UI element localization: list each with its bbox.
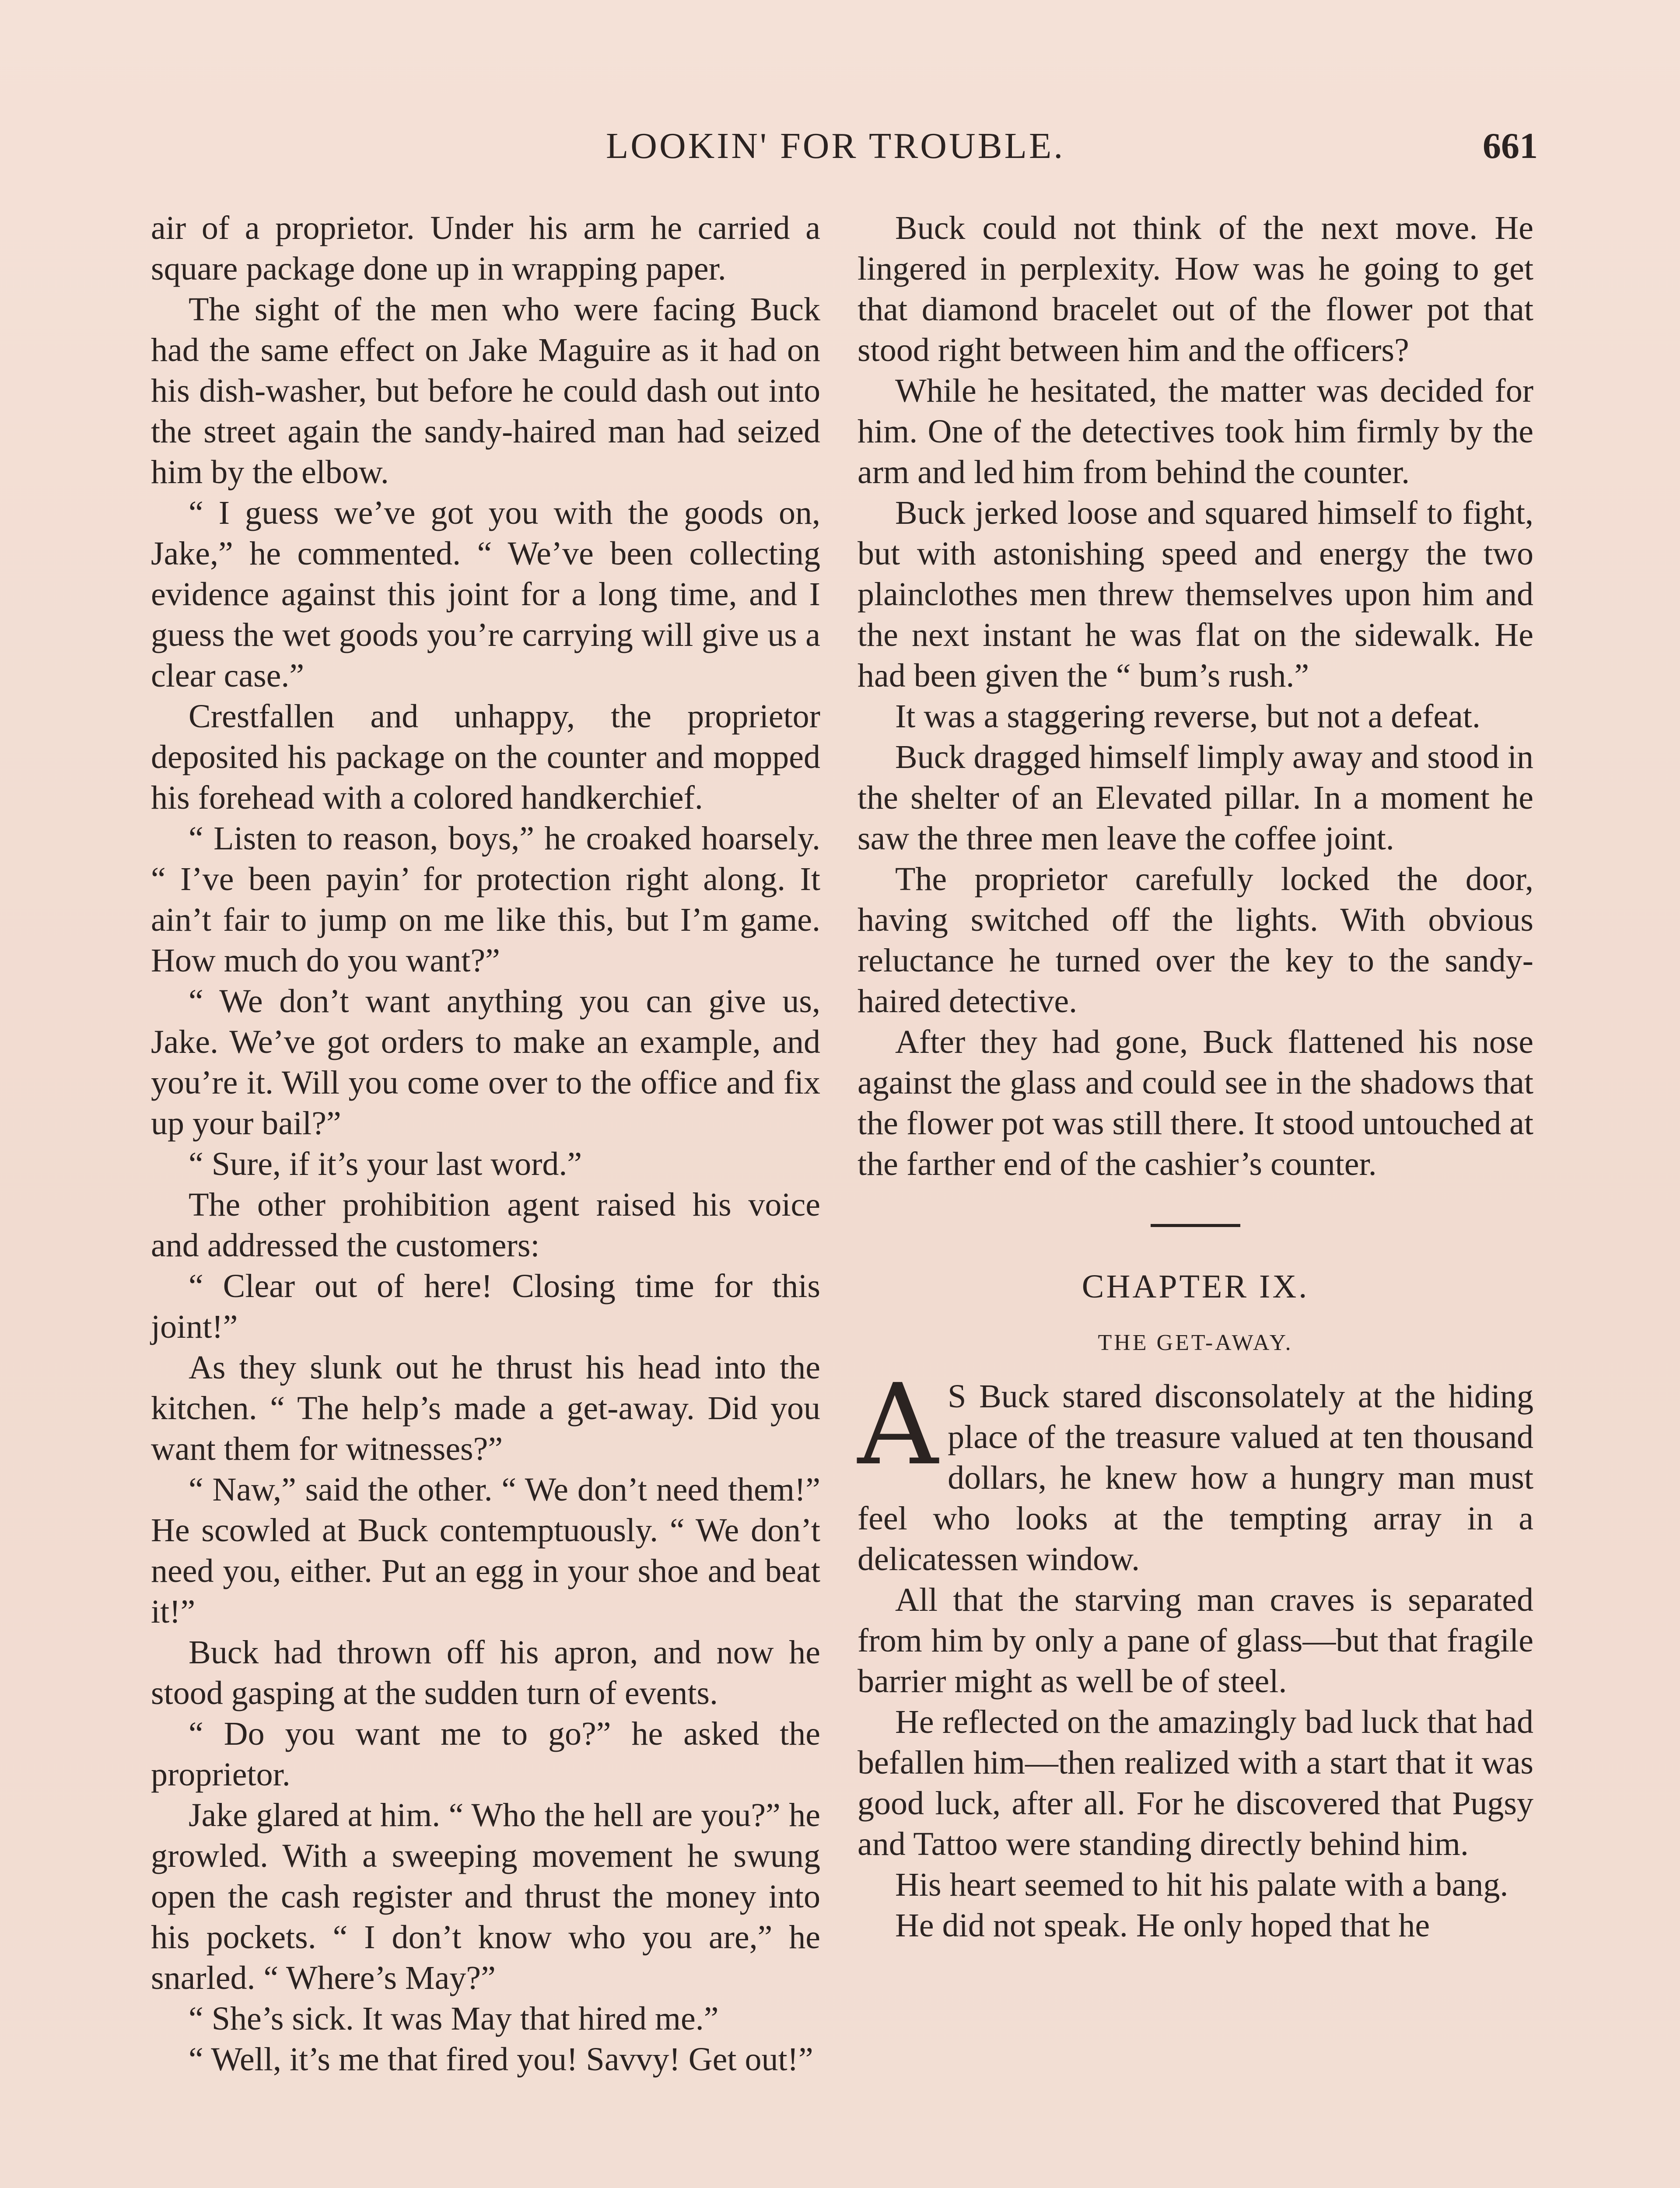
drop-cap: A <box>858 1360 938 1490</box>
paragraph: The sight of the men who were facing Buck had the same effect on Jake Maguire as it had on his dish-washer, but before he could dash out into the street again the sandy-haired man had seized him by the elbow. <box>151 291 820 491</box>
paragraph: He did not speak. He only hoped that he <box>895 1907 1430 1944</box>
section-divider <box>1151 1224 1240 1227</box>
paragraph: “ I guess we’ve got you with the goods on, Jake,” he commented. “ We’ve been collecting evidence against this joint for a long time, and I guess the wet goods you’re carrying will give us a clear case.” <box>151 494 820 694</box>
paragraph: As they slunk out he thrust his head into the kitchen. “ The help’s made a get-away. Did you want them for witnesses?” <box>151 1349 820 1467</box>
paragraph: “ Well, it’s me that fired you! Savvy! Get out!” <box>189 2041 813 2078</box>
right-column <box>858 208 1533 1946</box>
paragraph: Crestfallen and unhappy, the proprietor deposited his package on the counter and mopped his forehead with a colored handkerchief. <box>151 698 820 816</box>
chapter-opening-paragraph <box>858 1360 1533 1580</box>
opening-text: S Buck stared disconsolately at the hiding place of the treasure valued at ten thousand dollars, he knew how a hungry man must feel who looks at the tempting array in a delicatessen window. <box>858 1378 1533 1578</box>
paragraph: He reflected on the amazingly bad luck that had befallen him—then realized with a start that it was good luck, after all. For he discovered that Pugsy and Tattoo were standing directly behind him. <box>858 1704 1533 1862</box>
paragraph: “ Clear out of here! Closing time for this joint!” <box>151 1268 820 1345</box>
paragraph: “ Naw,” said the other. “ We don’t need them!” He scowled at Buck contemptuously. “ We don’t need you, either. Put an egg in your shoe and beat it!” <box>151 1471 820 1630</box>
paragraph: The other prohibition agent raised his voice and addressed the customers: <box>151 1186 820 1264</box>
chapter-title: CHAPTER IX. <box>1082 1268 1309 1305</box>
paragraph: It was a staggering reverse, but not a defeat. <box>895 698 1480 735</box>
paragraph: His heart seemed to hit his palate with a bang. <box>895 1866 1508 1903</box>
paragraph: All that the starving man craves is separated from him by only a pane of glass—but that fragile barrier might as well be of steel. <box>858 1581 1533 1700</box>
paragraph: Buck jerked loose and squared himself to fight, but with astonishing speed and energy the two plainclothes men threw themselves upon him and the next instant he was flat on the sidewalk. He had been given the “ bum’s rush.” <box>858 494 1533 694</box>
chapter-subtitle: THE GET-AWAY. <box>1098 1330 1293 1355</box>
paragraph: “ She’s sick. It was May that hired me.” <box>189 2000 719 2037</box>
paragraph: Jake glared at him. “ Who the hell are you?” he growled. With a sweeping movement he swung open the cash register and thrust the money into his pockets. “ I don’t know who you are,” he snarled. “ Where’s May?” <box>151 1797 820 1996</box>
left-column <box>151 208 820 2080</box>
paragraph: Buck could not think of the next move. He lingered in perplexity. How was he going to get that diamond bracelet out of the flower pot that stood right between him and the officers? <box>858 210 1533 368</box>
paragraph: “ Sure, if it’s your last word.” <box>189 1146 582 1182</box>
paragraph: air of a proprietor. Under his arm he carried a square package done up in wrapping paper. <box>151 210 820 287</box>
paragraph: “ Do you want me to go?” he asked the proprietor. <box>151 1715 820 1793</box>
running-title: LOOKIN' FOR TROUBLE. <box>606 126 1065 166</box>
page-number: 661 <box>1483 126 1538 166</box>
paragraph: While he hesitated, the matter was decided for him. One of the detectives took him firmly by the arm and led him from behind the counter. <box>858 372 1533 491</box>
paragraph: After they had gone, Buck flattened his nose against the glass and could see in the shadows that the flower pot was still there. It stood untouched at the farther end of the cashier’s counter. <box>858 1024 1533 1182</box>
page-header <box>151 125 1538 186</box>
paragraph: Buck dragged himself limply away and stood in the shelter of an Elevated pillar. In a moment he saw the three men leave the coffee joint. <box>858 739 1533 857</box>
paragraph: The proprietor carefully locked the door, having switched off the lights. With obvious reluctance he turned over the key to the sandy-haired detective. <box>858 861 1533 1020</box>
paragraph: “ We don’t want anything you can give us, Jake. We’ve got orders to make an example, and you’re it. Will you come over to the office and fix up your bail?” <box>151 983 820 1142</box>
paragraph: Buck had thrown off his apron, and now he stood gasping at the sudden turn of events. <box>151 1634 820 1711</box>
paragraph: “ Listen to reason, boys,” he croaked hoarsely. “ I’ve been payin’ for protection right along. It ain’t fair to jump on me like this, but I’m game. How much do you want?” <box>151 820 820 979</box>
